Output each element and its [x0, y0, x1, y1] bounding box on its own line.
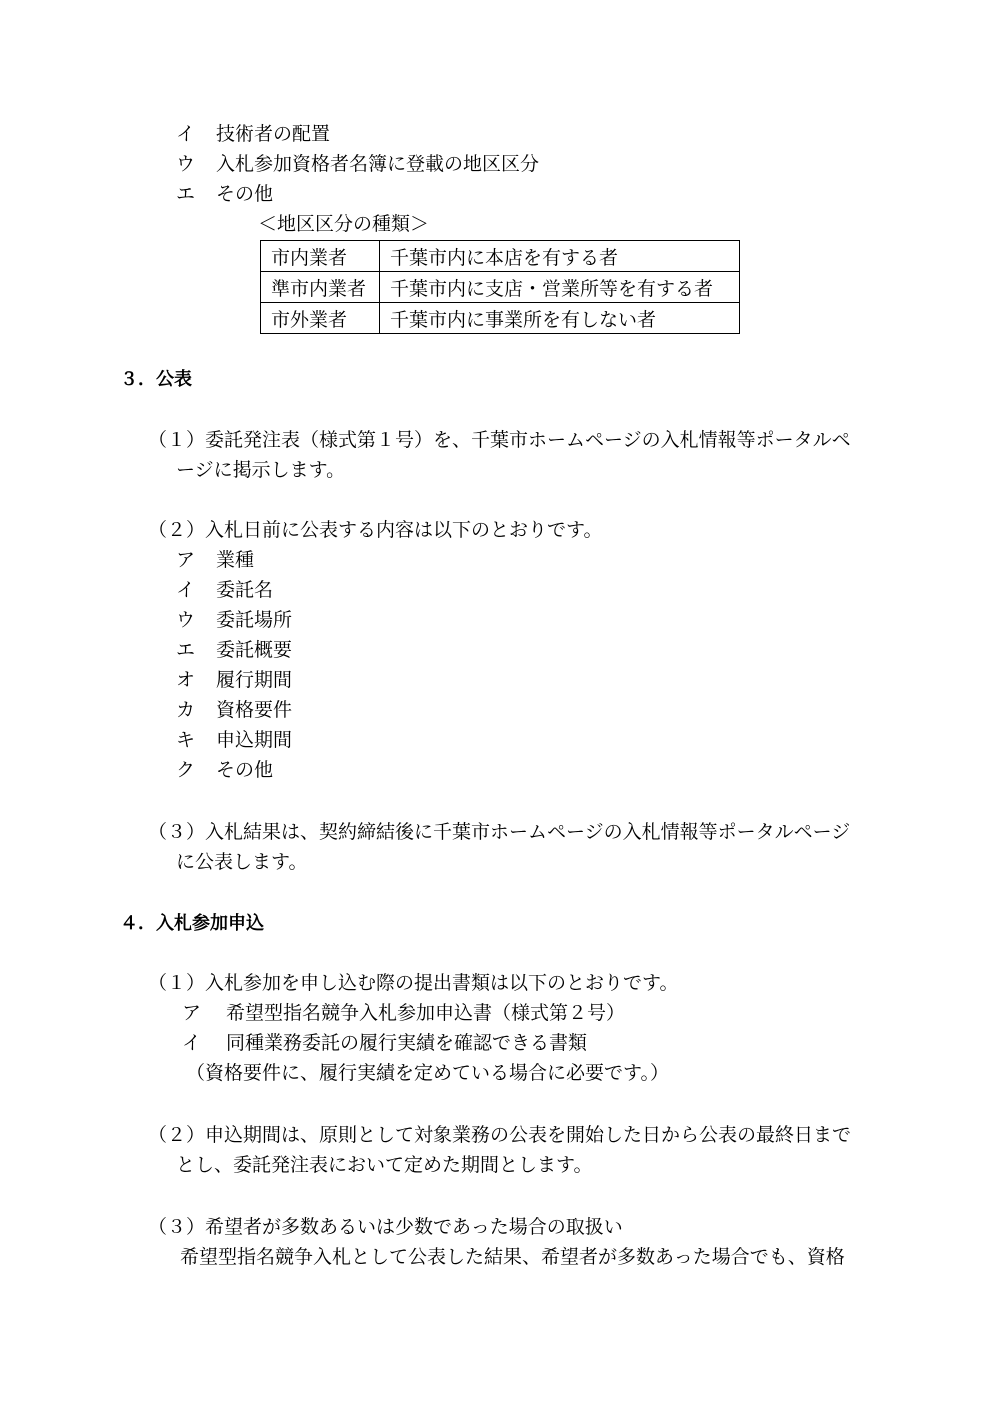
list-marker: イ [176, 123, 196, 145]
paragraph-line: （１）入札参加を申し込む際の提出書類は以下のとおりです。 [148, 972, 679, 994]
list-marker: ア [182, 1002, 202, 1024]
list-item [176, 757, 273, 783]
list-item [182, 1000, 625, 1026]
table-caption: ＜地区区分の種類＞ [258, 213, 430, 235]
paragraph-line: ージに掲示します。 [176, 459, 346, 481]
table-cell: 千葉市内に事業所を有しない者 [380, 303, 740, 334]
list-marker: エ [176, 183, 196, 205]
paragraph-line: （３）希望者が多数あるいは少数であった場合の取扱い [148, 1216, 623, 1238]
list-text: 希望型指名競争入札参加申込書（様式第２号） [226, 1002, 626, 1024]
list-text: 業種 [216, 549, 255, 571]
table-cell: 市内業者 [261, 241, 380, 272]
table-cell: 市外業者 [261, 303, 380, 334]
table-row [261, 241, 740, 272]
list-marker: イ [182, 1032, 202, 1054]
list-marker: カ [176, 699, 196, 721]
table-cell: 千葉市内に支店・営業所等を有する者 [380, 272, 740, 303]
list-text: 委託名 [216, 579, 274, 601]
list-marker: ア [176, 549, 196, 571]
list-marker: キ [176, 729, 196, 751]
list-text: 技術者の配置 [216, 123, 331, 145]
list-text: 同種業務委託の履行実績を確認できる書類 [226, 1032, 588, 1054]
list-item [176, 607, 292, 633]
list-text: 入札参加資格者名簿に登載の地区区分 [216, 153, 540, 175]
list-marker: エ [176, 639, 196, 661]
table-cell: 準市内業者 [261, 272, 380, 303]
paragraph-line: （１）委託発注表（様式第１号）を、千葉市ホームページの入札情報等ポータルペ [148, 429, 851, 451]
list-text: その他 [216, 183, 274, 205]
list-item [176, 151, 539, 177]
list-text: 委託場所 [216, 609, 293, 631]
list-item [176, 697, 292, 723]
table-row [261, 272, 740, 303]
list-marker: オ [176, 669, 196, 691]
section-heading: ４．入札参加申込 [120, 913, 264, 934]
list-item [176, 121, 330, 147]
list-text: 資格要件 [216, 699, 293, 721]
list-marker: ク [176, 759, 196, 781]
list-item [176, 181, 273, 207]
list-marker: ウ [176, 153, 196, 175]
list-item [176, 577, 273, 603]
section-heading: ３．公表 [120, 369, 192, 390]
list-text: 履行期間 [216, 669, 293, 691]
zone-classification-table [260, 240, 740, 334]
list-text: その他 [216, 759, 274, 781]
paragraph-line: （２）入札日前に公表する内容は以下のとおりです。 [148, 519, 603, 541]
note-text: （資格要件に、履行実績を定めている場合に必要です。） [186, 1062, 669, 1084]
list-text: 申込期間 [216, 729, 293, 751]
list-marker: ウ [176, 609, 196, 631]
table-row [261, 303, 740, 334]
paragraph-line: 希望型指名競争入札として公表した結果、希望者が多数あった場合でも、資格 [180, 1246, 845, 1268]
list-text: 委託概要 [216, 639, 293, 661]
list-item [176, 727, 292, 753]
paragraph-line: （２）申込期間は、原則として対象業務の公表を開始した日から公表の最終日まで [148, 1124, 852, 1146]
paragraph-line: （３）入札結果は、契約締結後に千葉市ホームページの入札情報等ポータルページ [148, 821, 851, 843]
list-item [176, 637, 292, 663]
paragraph-line: とし、委託発注表において定めた期間とします。 [176, 1154, 593, 1176]
list-marker: イ [176, 579, 196, 601]
list-item [182, 1030, 587, 1056]
list-item [176, 667, 292, 693]
list-item [176, 547, 254, 573]
paragraph-line: に公表します。 [176, 851, 308, 873]
table-cell: 千葉市内に本店を有する者 [380, 241, 740, 272]
